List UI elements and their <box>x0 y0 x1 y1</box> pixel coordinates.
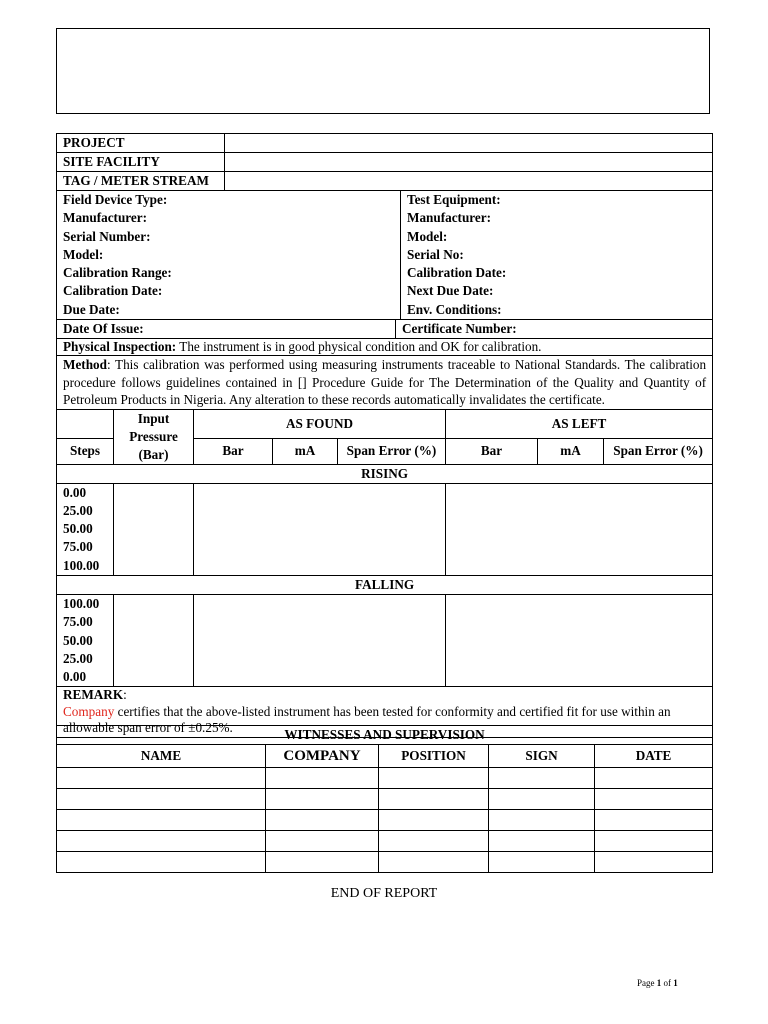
site-facility-label: SITE FACILITY <box>57 153 225 172</box>
te-model-label: Model: <box>407 228 448 244</box>
page-total: 1 <box>673 978 678 988</box>
end-of-report: END OF REPORT <box>330 886 438 901</box>
remark-company: Company <box>63 703 115 719</box>
falling-step: 100.00 <box>63 595 100 611</box>
device-info-table <box>56 190 713 320</box>
date-of-issue-label: Date Of Issue: <box>57 320 396 339</box>
tag-meter-stream-label: TAG / METER STREAM <box>57 172 225 191</box>
rising-as-found-cell <box>194 483 446 575</box>
falling-step: 25.00 <box>63 650 93 666</box>
falling-as-left-cell <box>446 594 713 686</box>
witness-name-header: NAME <box>57 745 266 768</box>
witness-position-header: POSITION <box>379 745 489 768</box>
falling-header: FALLING <box>57 575 713 594</box>
witness-date-header: DATE <box>595 745 713 768</box>
te-serial-no-label: Serial No: <box>407 246 464 262</box>
falling-as-found-cell <box>194 594 446 686</box>
project-value <box>225 134 713 153</box>
te-env-conditions-label: Env. Conditions: <box>407 301 502 317</box>
as-left-header: AS LEFT <box>446 409 713 439</box>
manufacturer-label: Manufacturer: <box>63 210 147 226</box>
certificate-number-label: Certificate Number: <box>396 320 713 339</box>
witness-company-header: COMPANY <box>266 745 379 768</box>
witness-row <box>57 852 713 873</box>
test-equipment-label: Test Equipment: <box>407 192 501 207</box>
site-facility-value <box>225 153 713 172</box>
page-num: 1 <box>656 978 662 988</box>
as-found-span-header: Span Error (%) <box>338 439 446 464</box>
method-row <box>57 356 713 410</box>
rising-step: 0.00 <box>63 484 87 500</box>
physical-inspection-label: Physical Inspection: <box>63 339 177 354</box>
te-calibration-date-label: Calibration Date: <box>407 265 507 281</box>
rising-step: 100.00 <box>63 557 100 573</box>
rising-input-pressure-cell <box>114 483 194 575</box>
page-number <box>637 978 678 988</box>
as-left-span-header: Span Error (%) <box>604 439 713 464</box>
rising-step: 75.00 <box>63 539 93 555</box>
field-device-labels <box>57 191 401 320</box>
method-text: : This calibration was performed using measuring instruments traceable to National Standards. The calibration procedure follows guidelines contained in [] Procedure Guide for The Determination of the Quality and Quantity of Petroleum Products in Nigeria. Any alteration to these records automatically invalidates the certificate. <box>63 357 707 407</box>
te-next-due-date-label: Next Due Date: <box>407 283 494 299</box>
witness-row <box>57 810 713 831</box>
witness-row <box>57 768 713 789</box>
issue-table <box>56 319 713 339</box>
witness-row <box>57 831 713 852</box>
physical-inspection-row <box>57 339 713 356</box>
remark-text: certifies that the above-listed instrument has been tested for conformity and certified fit for use within an allowable span error of ±0.25%. <box>63 703 671 736</box>
steps-header-blank <box>57 409 114 439</box>
as-left-bar-header: Bar <box>446 439 538 464</box>
due-date-label: Due Date: <box>63 301 120 317</box>
input-pressure-line3: (Bar) <box>138 446 169 462</box>
steps-header: Steps <box>57 439 114 464</box>
witnesses-title: WITNESSES AND SUPERVISION <box>57 726 713 745</box>
project-label: PROJECT <box>57 134 225 153</box>
remark-colon: : <box>123 687 127 703</box>
falling-steps <box>57 594 114 686</box>
falling-step: 50.00 <box>63 632 93 648</box>
input-pressure-line1: Input <box>137 410 170 426</box>
field-device-type-label: Field Device Type: <box>63 192 168 207</box>
calibration-range-label: Calibration Range: <box>63 265 172 281</box>
rising-step: 25.00 <box>63 502 93 518</box>
page-prefix: Page <box>637 978 657 988</box>
tag-meter-stream-value <box>225 172 713 191</box>
model-label: Model: <box>63 246 104 262</box>
project-info-table <box>56 133 713 191</box>
falling-input-pressure-cell <box>114 594 194 686</box>
input-pressure-line2: Pressure <box>129 428 178 444</box>
witnesses-table <box>56 725 713 873</box>
header-logo-box <box>56 28 710 114</box>
physical-inspection-text: The instrument is in good physical condition and OK for calibration. <box>179 339 542 354</box>
input-pressure-header <box>114 409 194 464</box>
calibration-date-label: Calibration Date: <box>63 283 163 299</box>
as-found-ma-header: mA <box>273 439 338 464</box>
te-manufacturer-label: Manufacturer: <box>407 210 491 226</box>
falling-step: 75.00 <box>63 614 93 630</box>
serial-number-label: Serial Number: <box>63 228 151 244</box>
as-found-bar-header: Bar <box>194 439 273 464</box>
rising-as-left-cell <box>446 483 713 575</box>
method-label: Method <box>63 357 107 372</box>
page-of: of <box>661 978 674 988</box>
falling-step: 0.00 <box>63 669 87 685</box>
witness-row <box>57 789 713 810</box>
calibration-table <box>56 338 713 738</box>
test-equipment-labels <box>401 191 713 320</box>
rising-step: 50.00 <box>63 521 93 537</box>
as-left-ma-header: mA <box>538 439 604 464</box>
as-found-header: AS FOUND <box>194 409 446 439</box>
rising-header: RISING <box>57 464 713 483</box>
rising-steps <box>57 483 114 575</box>
remark-label: REMARK <box>63 687 124 703</box>
witness-sign-header: SIGN <box>489 745 595 768</box>
